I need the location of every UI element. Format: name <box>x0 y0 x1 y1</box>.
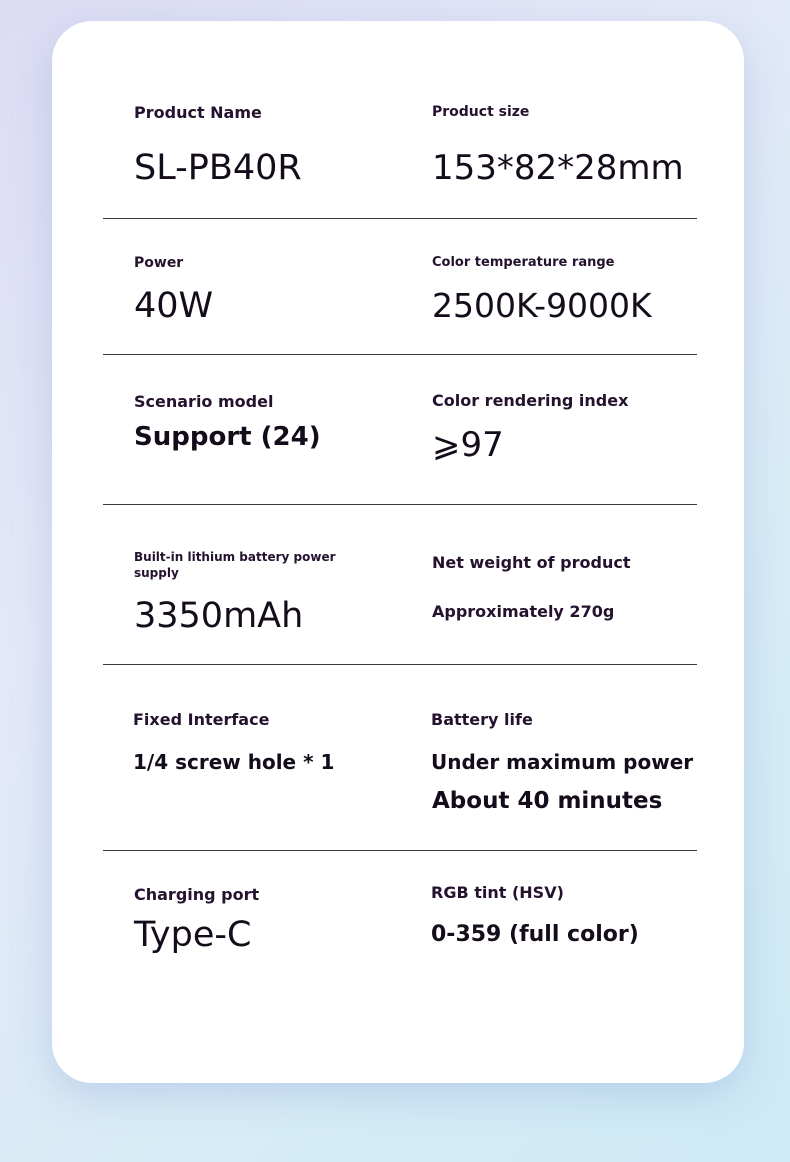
battery-life-label: Battery life <box>431 710 533 729</box>
cri-label: Color rendering index <box>432 391 629 410</box>
cri-value: ⩾97 <box>432 425 504 465</box>
net-weight-value: Approximately 270g <box>432 602 615 621</box>
interface-label: Fixed Interface <box>133 710 270 729</box>
product-name-label: Product Name <box>134 103 262 122</box>
color-temp-value: 2500K-9000K <box>432 286 652 325</box>
scenario-label: Scenario model <box>134 392 274 411</box>
power-label: Power <box>134 255 184 271</box>
divider <box>103 218 697 219</box>
rgb-value: 0-359 (full color) <box>431 922 639 947</box>
product-size-label: Product size <box>432 104 530 120</box>
rgb-label: RGB tint (HSV) <box>431 883 564 902</box>
charging-label: Charging port <box>134 885 260 904</box>
battery-life-value-line2: About 40 minutes <box>432 788 663 814</box>
interface-value: 1/4 screw hole * 1 <box>133 750 335 774</box>
product-size-value: 153*82*28mm <box>432 148 684 188</box>
divider <box>103 850 697 851</box>
divider <box>103 504 697 505</box>
battery-life-value-line1: Under maximum power <box>431 750 694 774</box>
product-name-value: SL-PB40R <box>134 148 302 188</box>
scenario-value: Support (24) <box>134 422 321 452</box>
divider <box>103 664 697 665</box>
charging-value: Type-C <box>134 915 252 955</box>
net-weight-label: Net weight of product <box>432 553 631 572</box>
divider <box>103 354 697 355</box>
power-value: 40W <box>134 286 214 326</box>
battery-label-line2: supply <box>134 566 179 580</box>
battery-value: 3350mAh <box>134 596 304 636</box>
battery-label-line1: Built-in lithium battery power <box>134 550 336 564</box>
color-temp-label: Color temperature range <box>432 255 615 270</box>
